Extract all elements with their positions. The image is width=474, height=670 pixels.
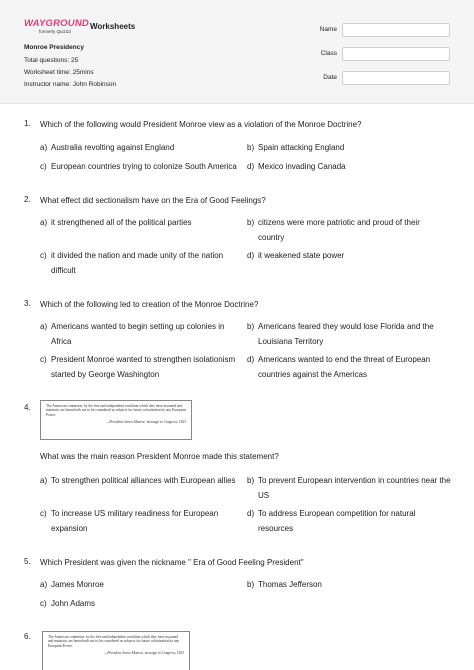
quote-image bbox=[40, 400, 192, 440]
brand-title: Worksheets bbox=[90, 22, 136, 31]
option-label: d) bbox=[247, 355, 255, 364]
question-text: Which of the following led to creation of the Monroe Doctrine? bbox=[40, 300, 259, 309]
option-c[interactable] bbox=[40, 506, 240, 536]
option-text: To prevent European intervention in countries near the US bbox=[258, 476, 451, 500]
total-questions: Total questions: 25 bbox=[24, 57, 79, 64]
option-text: Americans wanted to begin setting up colonies in Africa bbox=[51, 322, 225, 346]
class-label: Class bbox=[320, 50, 337, 57]
question-number: 4. bbox=[24, 403, 31, 412]
quote-text: The American continents, by the free and independent condition which they have assumed and maintain, are henceforth not to be considered as subjects for future colonization by any European Power. bbox=[46, 404, 186, 417]
quote-text: The American continents, by the free and independent condition which they have assumed and maintain, are henceforth not to be considered as subjects for future colonization by any European Power. bbox=[48, 635, 180, 648]
class-field[interactable] bbox=[342, 47, 450, 61]
option-b[interactable] bbox=[247, 215, 447, 245]
logo-wordmark: WAYGROUND bbox=[24, 18, 89, 29]
option-label: a) bbox=[40, 143, 48, 152]
option-text: James Monroe bbox=[51, 580, 104, 589]
option-c[interactable] bbox=[40, 248, 240, 278]
question-text: Which President was given the nickname " Era of Good Feeling President" bbox=[40, 558, 304, 567]
option-b[interactable] bbox=[247, 319, 447, 349]
option-label: b) bbox=[247, 218, 255, 227]
option-label: b) bbox=[247, 143, 255, 152]
option-text: citizens were more patriotic and proud of their country bbox=[258, 218, 420, 242]
question-number: 3. bbox=[24, 299, 31, 308]
option-label: d) bbox=[247, 251, 255, 260]
option-c[interactable] bbox=[40, 352, 240, 382]
question-number: 5. bbox=[24, 557, 31, 566]
instructor-name: Instructor name: John Robinson bbox=[24, 81, 117, 88]
option-text: To address European competition for natural resources bbox=[258, 509, 416, 533]
option-text: Australia revolting against England bbox=[51, 143, 175, 152]
worksheet-time: Worksheet time: 25mins bbox=[24, 69, 94, 76]
option-label: a) bbox=[40, 476, 48, 485]
question-number: 6. bbox=[24, 632, 31, 641]
option-d[interactable] bbox=[247, 352, 447, 382]
option-text: To increase US military readiness for European expansion bbox=[51, 509, 219, 533]
option-label: a) bbox=[40, 218, 48, 227]
option-text: European countries trying to colonize South America bbox=[51, 162, 237, 171]
option-text: President Monroe wanted to strengthen isolationism started by George Washington bbox=[51, 355, 236, 379]
question-text: Which of the following would President Monroe view as a violation of the Monroe Doctrine? bbox=[40, 120, 362, 129]
option-label: c) bbox=[40, 355, 47, 364]
option-text: it strengthened all of the political parties bbox=[51, 218, 192, 227]
option-text: Spain attacking England bbox=[258, 143, 345, 152]
option-b[interactable] bbox=[247, 473, 452, 503]
worksheet-title: Monroe Presidency bbox=[24, 44, 84, 51]
question-text: What effect did sectionalism have on the Era of Good Feelings? bbox=[40, 196, 266, 205]
option-a[interactable] bbox=[40, 319, 240, 349]
option-text: Americans feared they would lose Florida and the Louisiana Territory bbox=[258, 322, 434, 346]
option-label: d) bbox=[247, 162, 255, 171]
option-text: John Adams bbox=[51, 599, 96, 608]
option-a[interactable] bbox=[40, 215, 235, 230]
option-text: it divided the nation and made unity of the nation difficult bbox=[51, 251, 224, 275]
option-d[interactable] bbox=[247, 506, 447, 536]
option-label: a) bbox=[40, 580, 48, 589]
name-label: Name bbox=[319, 26, 337, 33]
option-b[interactable] bbox=[247, 577, 442, 592]
wayground-logo bbox=[24, 18, 88, 36]
option-label: d) bbox=[247, 509, 255, 518]
quote-attribution: —President James Monroe, message to Congress, 1823 bbox=[106, 420, 186, 425]
option-a[interactable] bbox=[40, 140, 235, 155]
date-field[interactable] bbox=[342, 71, 450, 85]
option-text: Americans wanted to end the threat of European countries against the Americas bbox=[258, 355, 431, 379]
option-text: Thomas Jefferson bbox=[258, 580, 322, 589]
option-label: b) bbox=[247, 322, 255, 331]
logo-subtitle: formerly Quizizz bbox=[39, 29, 72, 34]
worksheet-header bbox=[0, 0, 474, 104]
question-number: 1. bbox=[24, 119, 31, 128]
option-b[interactable] bbox=[247, 140, 442, 155]
option-a[interactable] bbox=[40, 577, 235, 592]
option-label: c) bbox=[40, 162, 47, 171]
option-label: b) bbox=[247, 476, 255, 485]
option-d[interactable] bbox=[247, 159, 442, 174]
option-text: Mexico invading Canada bbox=[258, 162, 346, 171]
quote-image bbox=[42, 631, 190, 670]
option-a[interactable] bbox=[40, 473, 245, 488]
question-number: 2. bbox=[24, 195, 31, 204]
option-label: b) bbox=[247, 580, 255, 589]
option-label: c) bbox=[40, 599, 47, 608]
option-text: it weakened state power bbox=[258, 251, 345, 260]
question-text: What was the main reason President Monroe made this statement? bbox=[40, 452, 279, 461]
option-label: a) bbox=[40, 322, 48, 331]
option-label: c) bbox=[40, 509, 47, 518]
option-d[interactable] bbox=[247, 248, 442, 263]
option-c[interactable] bbox=[40, 159, 250, 174]
name-field[interactable] bbox=[342, 23, 450, 37]
option-label: c) bbox=[40, 251, 47, 260]
option-c[interactable] bbox=[40, 596, 235, 611]
option-text: To strengthen political alliances with European allies bbox=[51, 476, 236, 485]
date-label: Date bbox=[323, 74, 337, 81]
quote-attribution: —President James Monroe, message to Congress, 1823 bbox=[104, 651, 184, 656]
